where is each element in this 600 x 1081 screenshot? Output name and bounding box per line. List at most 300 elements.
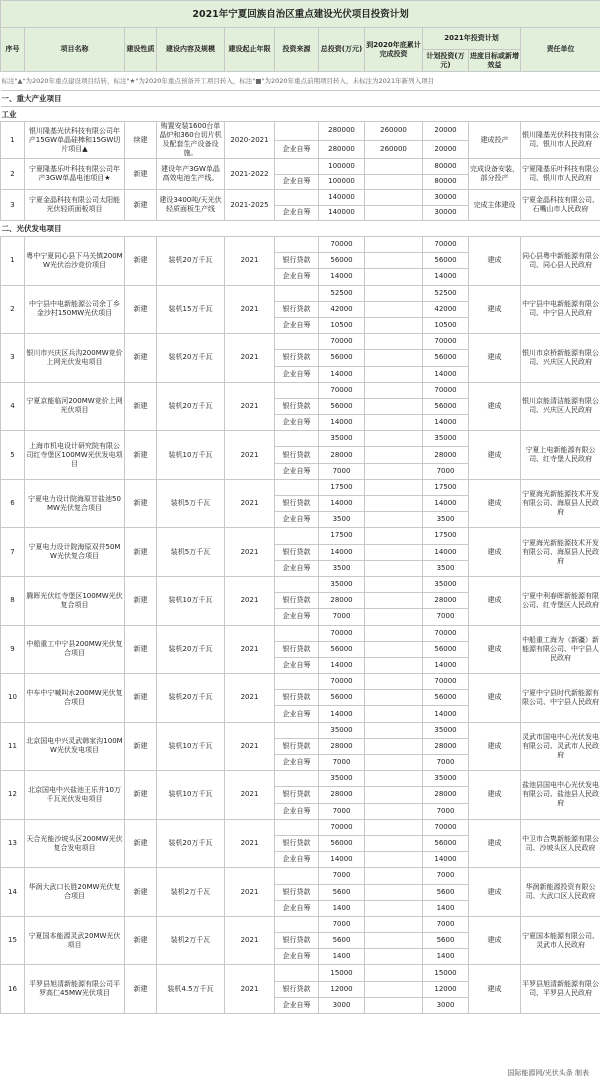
project-nature: 新建 bbox=[125, 190, 157, 221]
total-investment: 70000 bbox=[319, 237, 365, 253]
project-name: 宁夏国本能源灵武20MW光伏项目 bbox=[25, 916, 125, 965]
total-investment: 7000 bbox=[319, 868, 365, 884]
completed-investment bbox=[365, 609, 423, 625]
planned-investment: 70000 bbox=[423, 237, 469, 253]
completed-investment bbox=[365, 382, 423, 398]
total-investment: 1400 bbox=[319, 949, 365, 965]
project-nature: 新建 bbox=[125, 722, 157, 771]
planned-investment: 7000 bbox=[423, 868, 469, 884]
planned-investment: 14000 bbox=[423, 706, 469, 722]
planned-investment: 14000 bbox=[423, 415, 469, 431]
project-name: 中车中宁喊叫水200MW光伏复合项目 bbox=[25, 674, 125, 723]
investment-source: 企业自筹 bbox=[275, 415, 319, 431]
planned-investment: 14000 bbox=[423, 269, 469, 285]
investment-source: 企业自筹 bbox=[275, 755, 319, 771]
planned-investment: 70000 bbox=[423, 674, 469, 690]
completed-investment bbox=[365, 657, 423, 673]
total-investment: 5600 bbox=[319, 933, 365, 949]
project-content: 装机10万千瓦 bbox=[157, 722, 225, 771]
total-investment: 14000 bbox=[319, 852, 365, 868]
planned-investment: 28000 bbox=[423, 447, 469, 463]
subsection-heading-industry: 工业 bbox=[1, 107, 600, 122]
project-period: 2021 bbox=[225, 431, 275, 480]
progress-goal: 建成 bbox=[469, 285, 521, 334]
responsible-unit: 中卫市合隽新能源有限公司、沙坡头区人民政府 bbox=[521, 819, 600, 868]
investment-source bbox=[275, 190, 319, 206]
progress-goal: 建成 bbox=[469, 334, 521, 383]
total-investment: 28000 bbox=[319, 787, 365, 803]
completed-investment bbox=[365, 159, 423, 175]
project-seq: 16 bbox=[1, 965, 25, 1014]
project-period: 2021-2025 bbox=[225, 190, 275, 221]
progress-goal: 建成 bbox=[469, 965, 521, 1014]
project-period: 2021-2022 bbox=[225, 159, 275, 190]
completed-investment bbox=[365, 496, 423, 512]
responsible-unit: 银川市京桥新能源有限公司、兴庆区人民政府 bbox=[521, 334, 600, 383]
investment-source: 银行贷款 bbox=[275, 738, 319, 754]
project-name: 银川隆基光伏科技有限公司年产15GW单晶硅棒和15GW切片项目▲ bbox=[25, 122, 125, 159]
project-seq: 7 bbox=[1, 528, 25, 577]
investment-source: 银行贷款 bbox=[275, 835, 319, 851]
completed-investment: 260000 bbox=[365, 140, 423, 159]
total-investment: 28000 bbox=[319, 738, 365, 754]
responsible-unit: 宁夏金晶科技有限公司、石嘴山市人民政府 bbox=[521, 190, 600, 221]
project-name: 宁夏隆基乐叶科技有限公司年产3GW单晶电池项目★ bbox=[25, 159, 125, 190]
planned-investment: 3500 bbox=[423, 560, 469, 576]
investment-source bbox=[275, 237, 319, 253]
investment-source: 企业自筹 bbox=[275, 512, 319, 528]
project-period: 2021 bbox=[225, 771, 275, 820]
col-name-header: 项目名称 bbox=[25, 28, 125, 72]
planned-investment: 35000 bbox=[423, 431, 469, 447]
investment-source bbox=[275, 722, 319, 738]
progress-goal: 建成 bbox=[469, 431, 521, 480]
project-name: 北京国电中兴盐池王乐井10万千瓦光伏发电项目 bbox=[25, 771, 125, 820]
project-nature: 新建 bbox=[125, 625, 157, 674]
total-investment: 10500 bbox=[319, 317, 365, 333]
planned-investment: 14000 bbox=[423, 366, 469, 382]
project-content: 装机4.5万千瓦 bbox=[157, 965, 225, 1014]
planned-investment: 15000 bbox=[423, 965, 469, 981]
completed-investment bbox=[365, 900, 423, 916]
table-row bbox=[1, 431, 600, 447]
completed-investment bbox=[365, 285, 423, 301]
table-row bbox=[1, 625, 600, 641]
investment-source: 企业自筹 bbox=[275, 609, 319, 625]
planned-investment: 14000 bbox=[423, 657, 469, 673]
responsible-unit: 宁夏隆基乐叶科技有限公司、银川市人民政府 bbox=[521, 159, 600, 190]
responsible-unit: 宁夏海光新能源技术开发有限公司、海原县人民政府 bbox=[521, 528, 600, 577]
planned-investment: 7000 bbox=[423, 609, 469, 625]
project-nature: 新建 bbox=[125, 916, 157, 965]
planned-investment: 5600 bbox=[423, 933, 469, 949]
project-content: 装机5万千瓦 bbox=[157, 479, 225, 528]
project-seq: 9 bbox=[1, 625, 25, 674]
investment-source: 企业自筹 bbox=[275, 205, 319, 221]
total-investment: 3500 bbox=[319, 560, 365, 576]
completed-investment bbox=[365, 949, 423, 965]
completed-investment bbox=[365, 835, 423, 851]
table-row bbox=[1, 334, 600, 350]
investment-source: 银行贷款 bbox=[275, 641, 319, 657]
planned-investment: 5600 bbox=[423, 884, 469, 900]
investment-source bbox=[275, 122, 319, 141]
progress-goal: 建成投产 bbox=[469, 122, 521, 159]
responsible-unit: 银川隆基光伏科技有限公司、银川市人民政府 bbox=[521, 122, 600, 159]
total-investment: 140000 bbox=[319, 190, 365, 206]
progress-goal: 完成设备安装，部分投产 bbox=[469, 159, 521, 190]
planned-investment: 80000 bbox=[423, 159, 469, 175]
completed-investment bbox=[365, 334, 423, 350]
total-investment: 17500 bbox=[319, 528, 365, 544]
table-row bbox=[1, 674, 600, 690]
project-nature: 续建 bbox=[125, 122, 157, 159]
investment-source: 企业自筹 bbox=[275, 140, 319, 159]
table-row bbox=[1, 965, 600, 981]
progress-goal: 建成 bbox=[469, 674, 521, 723]
project-content: 装机10万千瓦 bbox=[157, 771, 225, 820]
planned-investment: 70000 bbox=[423, 819, 469, 835]
project-seq: 1 bbox=[1, 122, 25, 159]
planned-investment: 42000 bbox=[423, 301, 469, 317]
investment-source bbox=[275, 771, 319, 787]
investment-source bbox=[275, 576, 319, 592]
project-nature: 新建 bbox=[125, 237, 157, 286]
planned-investment: 20000 bbox=[423, 140, 469, 159]
completed-investment bbox=[365, 398, 423, 414]
planned-investment: 1400 bbox=[423, 949, 469, 965]
planned-investment: 14000 bbox=[423, 852, 469, 868]
investment-source: 企业自筹 bbox=[275, 366, 319, 382]
total-investment: 280000 bbox=[319, 122, 365, 141]
project-seq: 2 bbox=[1, 159, 25, 190]
total-investment: 56000 bbox=[319, 350, 365, 366]
total-investment: 14000 bbox=[319, 496, 365, 512]
col-total-header: 总投资(万元) bbox=[319, 28, 365, 72]
total-investment: 12000 bbox=[319, 981, 365, 997]
completed-investment bbox=[365, 852, 423, 868]
completed-investment bbox=[365, 965, 423, 981]
completed-investment bbox=[365, 576, 423, 592]
total-investment: 28000 bbox=[319, 447, 365, 463]
project-period: 2021 bbox=[225, 625, 275, 674]
completed-investment bbox=[365, 190, 423, 206]
investment-source bbox=[275, 528, 319, 544]
completed-investment bbox=[365, 981, 423, 997]
completed-investment bbox=[365, 933, 423, 949]
project-content: 装机2万千瓦 bbox=[157, 868, 225, 917]
planned-investment: 56000 bbox=[423, 398, 469, 414]
project-nature: 新建 bbox=[125, 674, 157, 723]
project-seq: 4 bbox=[1, 382, 25, 431]
total-investment: 56000 bbox=[319, 253, 365, 269]
table-row bbox=[1, 771, 600, 787]
total-investment: 70000 bbox=[319, 819, 365, 835]
progress-goal: 建成 bbox=[469, 576, 521, 625]
investment-source bbox=[275, 674, 319, 690]
progress-goal: 完成主体建设 bbox=[469, 190, 521, 221]
project-period: 2021 bbox=[225, 576, 275, 625]
total-investment: 280000 bbox=[319, 140, 365, 159]
planned-investment: 56000 bbox=[423, 350, 469, 366]
investment-source: 企业自筹 bbox=[275, 900, 319, 916]
completed-investment bbox=[365, 560, 423, 576]
page-title: 2021年宁夏回族自治区重点建设光伏项目投资计划 bbox=[1, 1, 600, 28]
total-investment: 35000 bbox=[319, 722, 365, 738]
planned-investment: 7000 bbox=[423, 803, 469, 819]
completed-investment bbox=[365, 479, 423, 495]
total-investment: 100000 bbox=[319, 159, 365, 175]
completed-investment bbox=[365, 415, 423, 431]
completed-investment bbox=[365, 722, 423, 738]
project-period: 2021 bbox=[225, 674, 275, 723]
total-investment: 35000 bbox=[319, 576, 365, 592]
completed-investment: 260000 bbox=[365, 122, 423, 141]
total-investment: 3000 bbox=[319, 997, 365, 1013]
project-nature: 新建 bbox=[125, 159, 157, 190]
investment-source: 银行贷款 bbox=[275, 593, 319, 609]
completed-investment bbox=[365, 463, 423, 479]
total-investment: 52500 bbox=[319, 285, 365, 301]
col-seq-header: 序号 bbox=[1, 28, 25, 72]
table-row bbox=[1, 868, 600, 884]
total-investment: 14000 bbox=[319, 269, 365, 285]
project-content: 装机10万千瓦 bbox=[157, 431, 225, 480]
total-investment: 100000 bbox=[319, 174, 365, 190]
investment-source bbox=[275, 868, 319, 884]
col-content-header: 建设内容及规模 bbox=[157, 28, 225, 72]
investment-source: 银行贷款 bbox=[275, 884, 319, 900]
progress-goal: 建成 bbox=[469, 625, 521, 674]
investment-source: 银行贷款 bbox=[275, 933, 319, 949]
project-period: 2021 bbox=[225, 382, 275, 431]
investment-source: 企业自筹 bbox=[275, 803, 319, 819]
project-seq: 11 bbox=[1, 722, 25, 771]
project-content: 装机20万千瓦 bbox=[157, 237, 225, 286]
investment-source bbox=[275, 431, 319, 447]
planned-investment: 7000 bbox=[423, 916, 469, 932]
project-content: 建设3400吨/天光伏轻质面板生产线 bbox=[157, 190, 225, 221]
total-investment: 7000 bbox=[319, 916, 365, 932]
project-seq: 8 bbox=[1, 576, 25, 625]
planned-investment: 70000 bbox=[423, 382, 469, 398]
section-heading-industry: 一、重大产业项目 bbox=[1, 91, 600, 107]
completed-investment bbox=[365, 787, 423, 803]
planned-investment: 20000 bbox=[423, 122, 469, 141]
table-row bbox=[1, 382, 600, 398]
completed-investment bbox=[365, 431, 423, 447]
completed-investment bbox=[365, 366, 423, 382]
project-nature: 新建 bbox=[125, 965, 157, 1014]
planned-investment: 3000 bbox=[423, 997, 469, 1013]
project-nature: 新建 bbox=[125, 382, 157, 431]
investment-source: 银行贷款 bbox=[275, 496, 319, 512]
planned-investment: 56000 bbox=[423, 641, 469, 657]
progress-goal: 建成 bbox=[469, 237, 521, 286]
project-period: 2021 bbox=[225, 285, 275, 334]
completed-investment bbox=[365, 884, 423, 900]
total-investment: 14000 bbox=[319, 366, 365, 382]
project-nature: 新建 bbox=[125, 771, 157, 820]
responsible-unit: 宁夏上电新能源有限公司、红寺堡人民政府 bbox=[521, 431, 600, 480]
completed-investment bbox=[365, 205, 423, 221]
completed-investment bbox=[365, 625, 423, 641]
table-row bbox=[1, 237, 600, 253]
planned-investment: 12000 bbox=[423, 981, 469, 997]
progress-goal: 建成 bbox=[469, 819, 521, 868]
investment-source: 银行贷款 bbox=[275, 447, 319, 463]
investment-source: 企业自筹 bbox=[275, 657, 319, 673]
project-seq: 15 bbox=[1, 916, 25, 965]
total-investment: 70000 bbox=[319, 674, 365, 690]
table-row bbox=[1, 819, 600, 835]
planned-investment: 14000 bbox=[423, 544, 469, 560]
progress-goal: 建成 bbox=[469, 479, 521, 528]
col-unit-header: 责任单位 bbox=[521, 28, 600, 72]
project-name: 粤中宁夏同心县下马关镇200MW光伏治沙竞价项目 bbox=[25, 237, 125, 286]
project-name: 平罗县旭清新能源有限公司平罗高仁45MW光伏项目 bbox=[25, 965, 125, 1014]
project-seq: 10 bbox=[1, 674, 25, 723]
project-content: 装机20万千瓦 bbox=[157, 625, 225, 674]
planned-investment: 52500 bbox=[423, 285, 469, 301]
table-row bbox=[1, 722, 600, 738]
investment-source: 企业自筹 bbox=[275, 949, 319, 965]
project-name: 天合光能沙坡头区200MW光伏复合发电项目 bbox=[25, 819, 125, 868]
total-investment: 56000 bbox=[319, 641, 365, 657]
project-name: 宁夏电力设计院海原双井50MW光伏复合项目 bbox=[25, 528, 125, 577]
responsible-unit: 中宁县中电新能源有限公司、中宁县人民政府 bbox=[521, 285, 600, 334]
investment-source: 银行贷款 bbox=[275, 544, 319, 560]
project-seq: 12 bbox=[1, 771, 25, 820]
table-row bbox=[1, 528, 600, 544]
project-period: 2021 bbox=[225, 868, 275, 917]
progress-goal: 建成 bbox=[469, 722, 521, 771]
completed-investment bbox=[365, 528, 423, 544]
investment-source bbox=[275, 625, 319, 641]
project-name: 华润大武口长胜20MW光伏复合项目 bbox=[25, 868, 125, 917]
completed-investment bbox=[365, 253, 423, 269]
completed-investment bbox=[365, 350, 423, 366]
planned-investment: 7000 bbox=[423, 463, 469, 479]
total-investment: 14000 bbox=[319, 415, 365, 431]
completed-investment bbox=[365, 690, 423, 706]
project-nature: 新建 bbox=[125, 528, 157, 577]
planned-investment: 14000 bbox=[423, 496, 469, 512]
progress-goal: 建成 bbox=[469, 868, 521, 917]
total-investment: 7000 bbox=[319, 755, 365, 771]
investment-source: 银行贷款 bbox=[275, 350, 319, 366]
planned-investment: 70000 bbox=[423, 334, 469, 350]
project-nature: 新建 bbox=[125, 819, 157, 868]
investment-source bbox=[275, 819, 319, 835]
total-investment: 7000 bbox=[319, 463, 365, 479]
responsible-unit: 中船重工海为（新疆）新能源有限公司、中宁县人民政府 bbox=[521, 625, 600, 674]
col-goal-header: 进度目标或新增效益 bbox=[469, 50, 521, 72]
total-investment: 35000 bbox=[319, 771, 365, 787]
project-nature: 新建 bbox=[125, 479, 157, 528]
project-seq: 3 bbox=[1, 334, 25, 383]
responsible-unit: 同心县粤中新能源有限公司、同心县人民政府 bbox=[521, 237, 600, 286]
project-period: 2021 bbox=[225, 916, 275, 965]
completed-investment bbox=[365, 706, 423, 722]
investment-source: 企业自筹 bbox=[275, 269, 319, 285]
project-name: 宁夏电力设计院海原甘盐池50MW光伏复合项目 bbox=[25, 479, 125, 528]
total-investment: 7000 bbox=[319, 609, 365, 625]
project-content: 装机10万千瓦 bbox=[157, 576, 225, 625]
project-seq: 3 bbox=[1, 190, 25, 221]
project-nature: 新建 bbox=[125, 285, 157, 334]
project-content: 装机20万千瓦 bbox=[157, 819, 225, 868]
investment-source bbox=[275, 382, 319, 398]
investment-source: 企业自筹 bbox=[275, 997, 319, 1013]
project-period: 2020-2021 bbox=[225, 122, 275, 159]
project-seq: 5 bbox=[1, 431, 25, 480]
project-name: 腾晖光伏红寺堡区100MW光伏复合项目 bbox=[25, 576, 125, 625]
progress-goal: 建成 bbox=[469, 382, 521, 431]
project-period: 2021 bbox=[225, 722, 275, 771]
completed-investment bbox=[365, 868, 423, 884]
project-name: 北京国电中兴灵武韩家沟100MW光伏发电项目 bbox=[25, 722, 125, 771]
investment-source bbox=[275, 334, 319, 350]
table-row bbox=[1, 159, 600, 175]
project-seq: 6 bbox=[1, 479, 25, 528]
project-period: 2021 bbox=[225, 528, 275, 577]
planned-investment: 56000 bbox=[423, 835, 469, 851]
completed-investment bbox=[365, 641, 423, 657]
project-seq: 1 bbox=[1, 237, 25, 286]
project-seq: 2 bbox=[1, 285, 25, 334]
completed-investment bbox=[365, 174, 423, 190]
completed-investment bbox=[365, 819, 423, 835]
total-investment: 42000 bbox=[319, 301, 365, 317]
planned-investment: 30000 bbox=[423, 205, 469, 221]
completed-investment bbox=[365, 997, 423, 1013]
planned-investment: 28000 bbox=[423, 738, 469, 754]
total-investment: 70000 bbox=[319, 334, 365, 350]
table-row bbox=[1, 285, 600, 301]
total-investment: 70000 bbox=[319, 625, 365, 641]
planned-investment: 35000 bbox=[423, 576, 469, 592]
project-content: 装机20万千瓦 bbox=[157, 382, 225, 431]
investment-source bbox=[275, 159, 319, 175]
total-investment: 1400 bbox=[319, 900, 365, 916]
investment-source: 银行贷款 bbox=[275, 253, 319, 269]
total-investment: 56000 bbox=[319, 690, 365, 706]
progress-goal: 建成 bbox=[469, 771, 521, 820]
completed-investment bbox=[365, 301, 423, 317]
completed-investment bbox=[365, 803, 423, 819]
project-period: 2021 bbox=[225, 237, 275, 286]
project-content: 装机20万千瓦 bbox=[157, 334, 225, 383]
investment-source: 银行贷款 bbox=[275, 301, 319, 317]
legend-note: 标注"▲"为2020年重点建设项目结转，标注"★"为2020年重点预备开工项目转入，标注"■"为2020年重点前期项目转入，未标注为2021年新列入项目 bbox=[1, 72, 600, 91]
total-investment: 14000 bbox=[319, 544, 365, 560]
total-investment: 5600 bbox=[319, 884, 365, 900]
total-investment: 14000 bbox=[319, 706, 365, 722]
planned-investment: 28000 bbox=[423, 787, 469, 803]
total-investment: 70000 bbox=[319, 382, 365, 398]
col-planned-header: 计划投资(万元) bbox=[423, 50, 469, 72]
progress-goal: 建成 bbox=[469, 528, 521, 577]
col-completed-header: 到2020年底累计完成投资 bbox=[365, 28, 423, 72]
col-period-header: 建设起止年限 bbox=[225, 28, 275, 72]
planned-investment: 80000 bbox=[423, 174, 469, 190]
col-plan2021-header: 2021年投资计划 bbox=[423, 28, 521, 50]
project-name: 上海市机电设计研究院有限公司红寺堡区100MW光伏发电项目 bbox=[25, 431, 125, 480]
planned-investment: 10500 bbox=[423, 317, 469, 333]
investment-source: 银行贷款 bbox=[275, 787, 319, 803]
responsible-unit: 灵武市国电中心光伏发电有限公司、灵武市人民政府 bbox=[521, 722, 600, 771]
